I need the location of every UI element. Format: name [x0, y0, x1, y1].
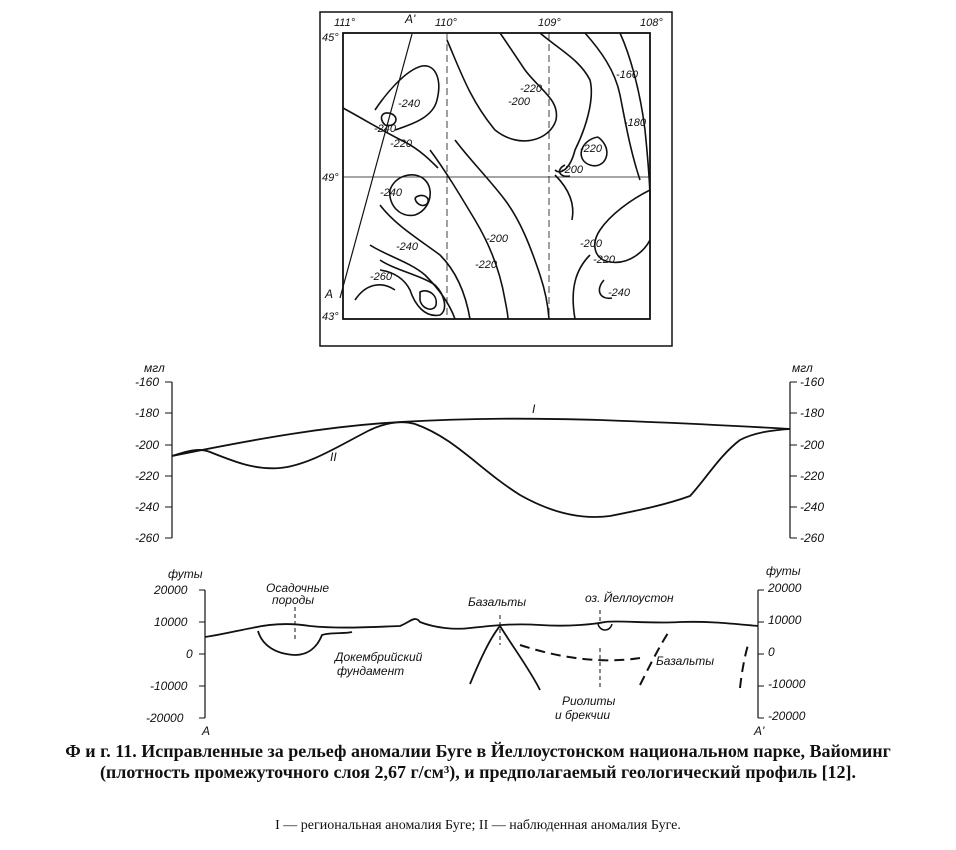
tick-label: -180	[800, 406, 825, 420]
figure-legend: I — региональная аномалия Буге; II — наблюденная аномалия Буге.	[275, 818, 681, 833]
tick-label: -160	[800, 375, 825, 389]
contour-label: -160	[616, 69, 639, 81]
label-sediments: породы	[272, 593, 315, 607]
fault-left	[470, 626, 500, 684]
fault-right	[500, 626, 540, 690]
tick-label: 0	[768, 645, 775, 659]
contour-label: -240	[374, 123, 397, 135]
contour-label: -200	[486, 233, 509, 245]
contour-path	[573, 255, 590, 319]
contour-path	[420, 291, 436, 309]
tick-label: 10000	[154, 615, 188, 629]
contour-label: -260	[370, 271, 393, 283]
contour-path	[415, 195, 428, 205]
profile-end-a: A	[325, 287, 334, 301]
tick-label: -160	[135, 375, 160, 389]
tick-label: -220	[135, 469, 160, 483]
tick-label: -20000	[146, 711, 184, 725]
rhyolite-boundary	[520, 645, 640, 660]
tick-label: -220	[800, 469, 825, 483]
contour-label: -240	[398, 98, 421, 110]
contour-label: -200	[508, 96, 531, 108]
contour-label: -240	[608, 287, 631, 299]
observed-anomaly-curve	[172, 422, 790, 517]
contour-path	[585, 33, 640, 180]
lon-label: 109°	[538, 17, 561, 29]
left-ticks	[135, 375, 172, 545]
tick-label: -260	[800, 531, 825, 545]
label-basalts: Базальты	[656, 654, 715, 668]
right-ticks	[790, 375, 824, 545]
surface-line	[205, 619, 758, 637]
unit-left: футы	[168, 567, 203, 581]
contour-path	[595, 190, 650, 262]
tick-label: -200	[800, 438, 825, 452]
contour-label: -220	[580, 143, 603, 155]
contour-label: -240	[380, 187, 403, 199]
lat-label: 43°	[322, 311, 339, 323]
tick-label: -240	[135, 500, 160, 514]
tick-label: -20000	[768, 709, 806, 723]
lon-label: 110°	[435, 17, 457, 29]
lat-label: 45°	[322, 32, 339, 44]
tick-label: 20000	[154, 583, 188, 597]
lon-label: 108°	[640, 17, 663, 29]
profile-end-a-prime: A'	[405, 12, 416, 26]
contour-label: -220	[390, 138, 413, 150]
contour-path	[455, 140, 549, 319]
profile-end-a-prime: A'	[754, 724, 765, 738]
contour-path	[380, 205, 470, 319]
tick-label: -180	[135, 406, 160, 420]
label-lake: оз. Йеллоустон	[585, 591, 674, 605]
curve-label-ii: II	[330, 450, 337, 464]
tick-label: 20000	[768, 581, 802, 595]
unit-right: мгл	[792, 361, 813, 375]
tick-label: -240	[800, 500, 825, 514]
profile-line	[340, 34, 412, 298]
contour-map	[320, 12, 672, 346]
label-rhyolites: и брекчии	[555, 708, 611, 722]
profile-end-a: A	[202, 724, 211, 738]
tick-label: 10000	[768, 613, 802, 627]
contour-path	[555, 175, 573, 220]
left-ticks	[146, 583, 205, 725]
lake-basin	[598, 624, 612, 630]
contour-label: -200	[561, 164, 584, 176]
label-basalts: Базальты	[468, 595, 527, 609]
contour-label: -180	[624, 117, 647, 129]
label-rhyolites: Риолиты	[562, 694, 616, 708]
right-ticks	[758, 581, 806, 723]
label-basement: фундамент	[337, 664, 405, 678]
lon-label: 111°	[334, 17, 356, 29]
basalt-boundary-2	[740, 645, 748, 688]
lat-label: 49°	[322, 172, 339, 184]
curve-label-i: I	[532, 402, 536, 416]
contour-label: -220	[593, 254, 616, 266]
geology-profile	[146, 564, 806, 738]
contour-labels	[370, 69, 647, 299]
unit-right: футы	[766, 564, 801, 578]
contour-label: -240	[396, 241, 419, 253]
figure-caption: Ф и г. 11. Исправленные за рельеф аномалии Буге в Йеллоустонском национальном парке, Вайоминг (плотность промежуточного слоя 2,67 г/см³), и предполагаемый геологический профиль [12].	[65, 741, 891, 782]
contour-label: -200	[580, 238, 603, 250]
tick-label: -200	[135, 438, 160, 452]
contour-label: -220	[520, 83, 543, 95]
tick-label: -260	[135, 531, 160, 545]
tick-label: -10000	[768, 677, 806, 691]
label-basement: Докембрийский	[335, 650, 423, 664]
tick-label: -10000	[150, 679, 188, 693]
label-sediments: Осадочные	[266, 581, 330, 595]
gravity-profile	[135, 361, 824, 545]
regional-anomaly-curve	[172, 419, 790, 456]
contour-path	[355, 285, 395, 300]
tick-label: 0	[186, 647, 193, 661]
contour-label: -220	[475, 259, 498, 271]
unit-left: мгл	[144, 361, 165, 375]
